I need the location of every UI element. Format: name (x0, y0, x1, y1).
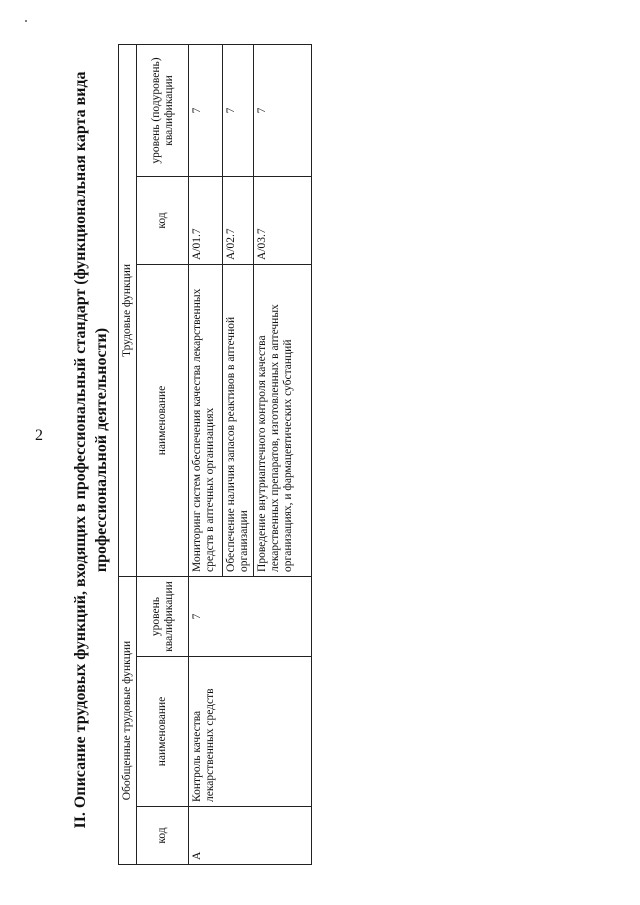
tf-level-cell: 7 (189, 44, 223, 176)
tf-code-cell: A/03.7 (254, 176, 312, 264)
col-header-name: наименование (137, 657, 189, 807)
rotated-page-content (20, 20, 620, 880)
table-column-header-row (137, 44, 189, 864)
gen-code-cell: А (189, 807, 312, 865)
section-title (70, 20, 112, 880)
page-number: 2 (35, 427, 43, 444)
tf-code-cell: A/02.7 (223, 176, 254, 264)
tf-name-cell: Обеспечение наличия запасов реактивов в аптечной организации (223, 264, 254, 576)
tf-code-cell: A/01.7 (189, 176, 223, 264)
tf-level-cell: 7 (254, 44, 312, 176)
title-line-2: профессиональной деятельности) (93, 327, 110, 573)
labor-functions-header: Трудовые функции (119, 44, 137, 576)
scan-speck (25, 20, 27, 22)
tf-name-cell: Мониторинг систем обеспечения качества лекарственных средств в аптечных организациях (189, 264, 223, 576)
gen-name-cell: Контроль качества лекарственных средств (189, 657, 312, 807)
generalized-functions-header: Обобщенные трудовые функции (119, 576, 137, 864)
gen-level-cell: 7 (189, 576, 312, 656)
functions-table (118, 44, 312, 865)
col-header-level: уровень квалификации (137, 576, 189, 656)
col-header-tf-name: наименование (137, 264, 189, 576)
title-line-1: II. Описание трудовых функций, входящих в профессиональный стандарт (функциональная карта вида (72, 71, 89, 829)
tf-level-cell: 7 (223, 44, 254, 176)
col-header-code: код (137, 807, 189, 865)
table-row (189, 44, 223, 864)
tf-name-cell: Проведение внутриаптечного контроля качества лекарственных препаратов, изготовленных в аптечных организациях, и фармацевтических субстанций (254, 264, 312, 576)
col-header-tf-code: код (137, 176, 189, 264)
table-group-header-row (119, 44, 137, 864)
col-header-tf-level: уровень (подуровень) квалификации (137, 44, 189, 176)
